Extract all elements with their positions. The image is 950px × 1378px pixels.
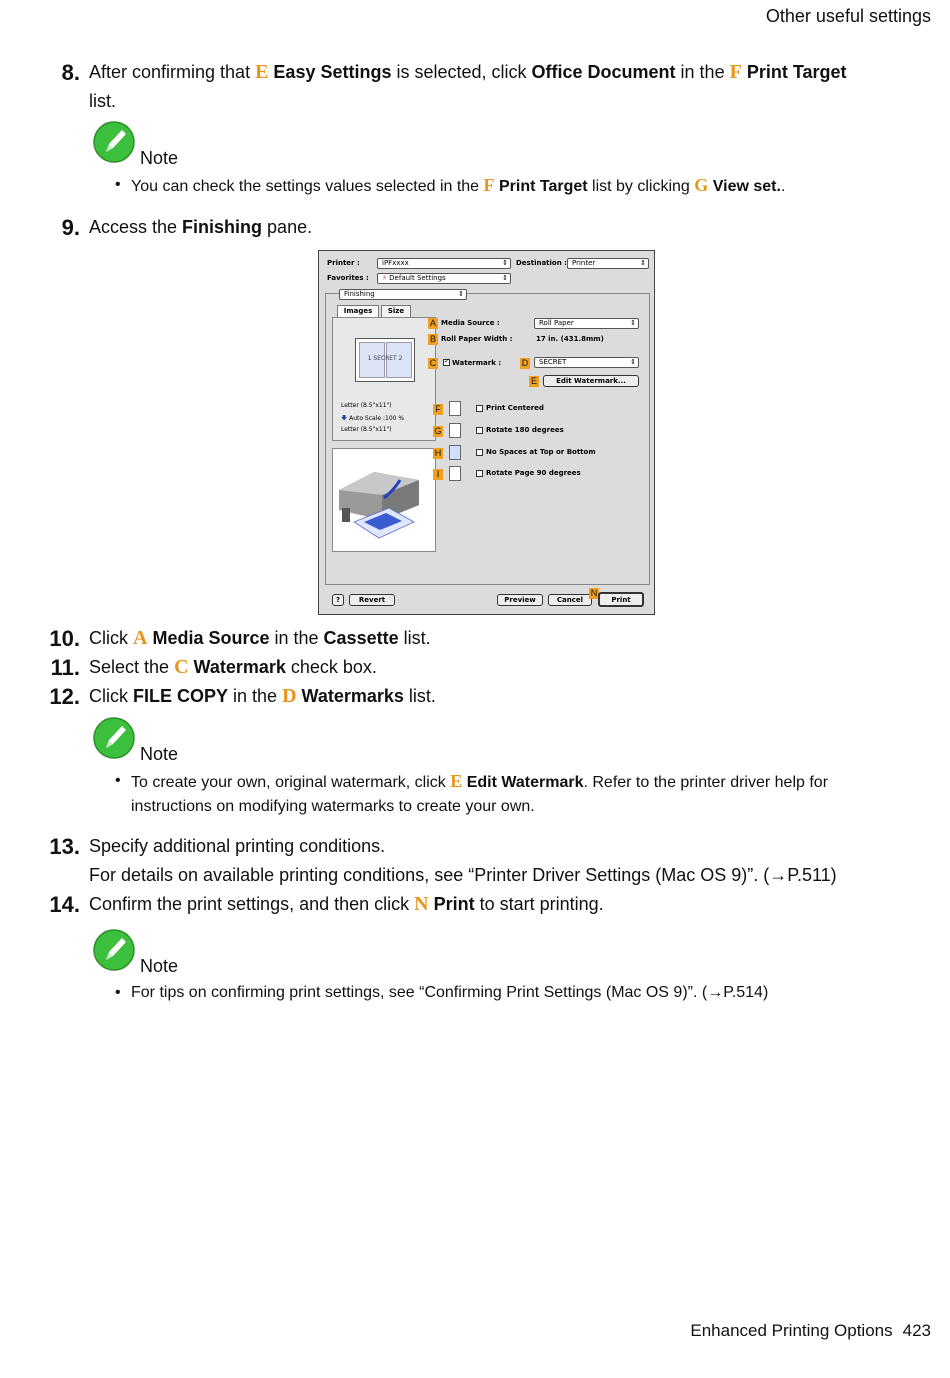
watermark-checkbox[interactable]: ✓	[444, 357, 450, 365]
step-number: 13.	[49, 834, 80, 859]
media-source-popup[interactable]: Roll Paper ⇕	[534, 318, 639, 329]
note-label: Note	[140, 744, 179, 764]
paper-info-1: Letter (8.5"x11")	[341, 402, 392, 409]
marker-g: G	[434, 426, 442, 436]
bullet-text: To create your own, original watermark, click E Edit Watermark. Refer to the printer driver help for instructions on modifying watermarks to create your own.	[131, 771, 829, 815]
roll-width-value: 17 in. (431.8mm)	[536, 335, 604, 343]
rotate-90-label: Rotate Page 90 degrees	[486, 469, 581, 477]
printer-image-panel	[332, 448, 436, 552]
bullet-text: For tips on confirming print settings, see “Confirming Print Settings (Mac OS 9)”. (→P.514)	[131, 984, 769, 1001]
sheet-preview	[355, 338, 415, 382]
marker-n: N	[590, 588, 598, 598]
tab-images[interactable]: Images	[337, 305, 379, 317]
step-number: 8.	[61, 60, 80, 85]
step-text: Confirm the print settings, and then click N Print to start printing.	[89, 893, 604, 915]
marker-f: F	[433, 404, 443, 415]
media-source-label: Media Source :	[441, 319, 500, 327]
rotate-180-checkbox[interactable]	[476, 427, 483, 434]
step-text: Access the Finishing pane.	[89, 217, 313, 237]
print-button[interactable]: Print	[598, 592, 644, 607]
footer-title: Enhanced Printing Options	[690, 1321, 893, 1340]
step-number: 14.	[49, 892, 80, 917]
rotate-90-checkbox[interactable]	[476, 470, 483, 477]
marker-a: A	[429, 318, 436, 328]
destination-popup[interactable]: Printer ⇕	[567, 258, 649, 269]
watermark-preview-text: 1 SECRET 2	[367, 355, 403, 362]
rotate-180-label: Rotate 180 degrees	[486, 426, 564, 434]
help-button[interactable]: ?	[332, 594, 344, 606]
printer-label: Printer :	[327, 259, 360, 267]
no-spaces-checkbox[interactable]	[476, 449, 483, 456]
bullet-dot: •	[115, 176, 121, 193]
favorites-label: Favorites :	[327, 274, 369, 282]
roll-width-label: Roll Paper Width :	[441, 335, 513, 343]
step-text: Specify additional printing conditions. For details on available printing conditions, see “Printer Driver Settings (Mac OS 9)”. (→P.511)	[89, 836, 837, 885]
marker-e: E	[530, 376, 537, 386]
running-footer	[690, 1321, 931, 1341]
marker-b: B	[429, 334, 436, 344]
rotate-90-icon	[449, 466, 461, 481]
watermark-popup[interactable]: SECRET ⇕	[534, 357, 639, 368]
step-text: Select the C Watermark check box.	[89, 656, 377, 678]
print-centered-icon	[449, 401, 461, 416]
bullet-text: You can check the settings values selected in the F Print Target list by clicking G View set..	[131, 175, 786, 195]
edit-watermark-button[interactable]: Edit Watermark...	[543, 375, 639, 387]
note-icon	[93, 121, 135, 163]
paper-info-2: 🡇 Auto Scale :100 %	[341, 415, 405, 422]
printer-popup[interactable]: iPFxxxx ⇕	[377, 258, 511, 269]
preview-button[interactable]: Preview	[497, 594, 543, 606]
note-label: Note	[140, 956, 179, 976]
bullet-dot: •	[115, 984, 121, 1001]
cancel-button[interactable]: Cancel	[548, 594, 592, 606]
revert-button[interactable]: Revert	[349, 594, 395, 606]
marker-c: C	[429, 358, 437, 368]
step-number: 10.	[49, 626, 80, 651]
no-spaces-icon	[449, 445, 461, 460]
finishing-dialog-screenshot	[318, 250, 655, 615]
favorites-popup[interactable]: ⚡ Default Settings ⇕	[377, 273, 511, 284]
step-text: Click A Media Source in the Cassette list.	[89, 627, 431, 649]
marker-h: H	[434, 448, 442, 458]
rotate-180-icon	[449, 423, 461, 438]
note-icon	[93, 929, 135, 971]
tab-size[interactable]: Size	[381, 305, 411, 317]
destination-label: Destination :	[516, 259, 567, 267]
note-icon	[93, 717, 135, 759]
watermark-label: Watermark :	[452, 359, 502, 367]
pane-popup[interactable]: Finishing ⇕	[339, 289, 467, 300]
step-number: 12.	[49, 684, 80, 709]
printer-illustration	[334, 450, 434, 550]
layout-preview-panel	[332, 317, 436, 441]
step-text: Click FILE COPY in the D Watermarks list.	[89, 685, 436, 707]
no-spaces-label: No Spaces at Top or Bottom	[486, 448, 596, 456]
print-centered-checkbox[interactable]	[476, 405, 483, 412]
step-number: 11.	[50, 655, 80, 680]
marker-d: D	[521, 358, 529, 368]
bullet-dot: •	[115, 772, 121, 789]
step-number: 9.	[61, 215, 80, 240]
step-text: After confirming that E Easy Settings is selected, click Office Document in the F Print Target list.	[89, 61, 847, 111]
running-header: Other useful settings	[765, 6, 931, 26]
marker-i: I	[433, 469, 443, 480]
page-number: 423	[902, 1321, 931, 1340]
note-label: Note	[140, 148, 179, 168]
print-centered-label: Print Centered	[486, 404, 544, 412]
paper-info-3: Letter (8.5"x11")	[341, 426, 392, 433]
